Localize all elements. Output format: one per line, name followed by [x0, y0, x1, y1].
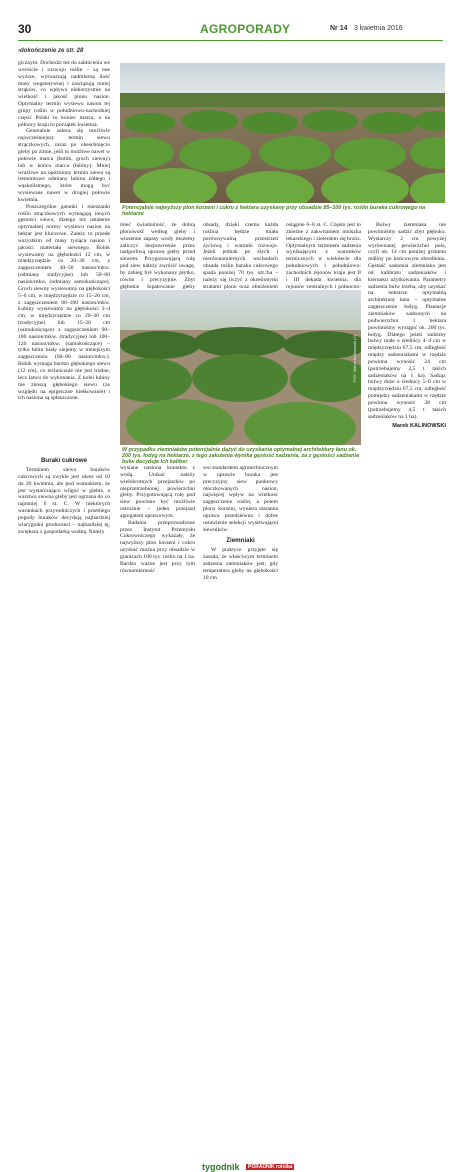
issue-date: 3 kwietnia 2016 — [354, 25, 403, 32]
publication-logo: tygodnik — [202, 1162, 240, 1172]
column-2 — [120, 222, 195, 297]
paragraph: Terminem siewu buraków cukrowych są zwykle jest okres od 10 do 20 kwietnia, ale pod warunkiem, że jest wystarczająco wilgoć w glebie, a warstwa siewna gleby jest ogrzana do co najmniej 6 st. C. W niektórych warunkach przyrodniczych i przebiegu pogody buraków decydują najbardziej wiarygodni producenci – najbardziej tę, zwiększa z gospodarką wodną. Należy — [18, 467, 110, 535]
column-1 — [18, 60, 110, 402]
header-rule — [18, 40, 443, 41]
page-footer — [0, 580, 462, 1172]
sugar-beet-photo — [120, 63, 445, 203]
paragraph: Badania przeprowadzone przez Instytut Przemysłu Cukrowniczego wykazały, że najwyższy plon korzeni i cukru uzyskać można przy obsadzie w granicach 100 tys. roślin na 1 ha. Bardzo ważne jest przy tym równomierność — [120, 519, 195, 574]
paragraph: Generalnie zaleca się możliwie najwcześniejszy termin siewu strączkowych, zaraz po obeschnięciu gleby po zimie, jeśli to możliwe nawet w połowie marca (bobik, groch siewny) lub w końcu marca (łubiny). Mniej wrażliwe na opóźniony termin siewu są tremontowe odmiany łubinu żółtego i wąskolistnego, które mogą być wysiewane nawet w drugiej połowie kwietnia. — [18, 128, 110, 203]
potato-photo — [120, 290, 361, 445]
column-2-lower — [120, 465, 195, 575]
potato-field-image — [120, 290, 361, 445]
sugar-beet-field-image — [120, 63, 445, 203]
column-1-lower — [18, 453, 110, 535]
column-3 — [203, 222, 278, 297]
paragraph: obsady, dzięki czemu każda roślina będzie miała porównywalną przestrzeń życiową i warunki rozwoju. Jeżeli jednak po złych i nierównomiernych wschodach obsada roślin buraka cukrowego spada poniżej 70 tys. szt./ha – należy się liczyć z określonymi stratami plonu oraz obniżeniem — [203, 222, 278, 290]
column-3-lower — [203, 465, 278, 582]
photo1-caption: Potencjalnie najwyższy plon korzeni i cukru z hektara uzyskany przy obsadzie 85–100 tys. roślin buraka cukrowego na hektarze — [122, 205, 426, 218]
paragraph: osiągnie 6–8 st. C. Często jest to zbieżne z zakwitaniem mniszka lekarskiego i zieleniem się brzóz. Optymalnym terminem sadzenia wynikającym z warunków termicznych w wielolecie dla południowych i południowo-zachodnich rejonów kraju jest II i III dekada kwietnia, dla rejonów centralnych i północno- — [286, 222, 361, 290]
paragraph: Poszczególne gatunki i mieszanki roślin strączkowych wymagają innych gęstości siewu, dlatego też ustalenie optymalnej normy wysiewu nasion na hektar jest kluczowe. Zależy to przede wszystkim od masy tysiąca nasion i jakości materiału siewnego. Bobik wysiewamy na głębokości 12 cm, w międzyrzędzie co 20–30 cm, z zagęszczeniem 40–50 nasion/mkw. (odmiany tradycyjne) lub 50–60 nasion/mkw. (odmiany samokończące). Groch siewny wysiewamy na głębokości 5–6 cm, w międzyrzędzie co 15–20 cm, z zagęszczeniem 80–100 nasion/mkw. Łubiny wysiewamy na głębokości 3–4 cm, w międzyrzędzie co 20–30 cm (tradycyjne) lub 15–20 cm (samokończące) z zagęszczeniem 90–100 nasion/mkw. (tradycyjne) lub 100–120 nasion/mkw. (samokończące) – tylko łubin biały siejemy w mniejszym zagęszczeniu (60–80 nasion/mkw.). Bobik wymaga bardzo głębokiego siewu (12 cm), co technicznie nie jest trudne, lecz latwo do wykonania. Z kolei łubiny nie znoszą głębokiego siewu (ze względu na epigeiczne kiełkowanie) i ich nasiona są spłaszczone. — [18, 203, 110, 402]
subheading-ziemniaki: Ziemniaki — [226, 537, 255, 545]
paragraph: giczny​m. Dochodzi też do zakłóceń​ia we wzroście i rozwoju roślin – są one wyższe, wytwarzają nadmierną ilość masy wegetatywnej i zawiązują mniej strąków, co wpływa niekorzystnie na wielkość i jakość plonu nasion. Optymalny termin wysiewu nasion tej grupy roślin w południowo-zachodniej części Polski to koniec marca, a na północy kraju to początek kwietnia. — [18, 60, 110, 128]
paragraph: wsi standardem agrotechnicznym w uprawie buraka jest precyzyjny siew punktowy otoczkowanych nasion, najwięcej wpływ na wielkość zagęszczenie roślin, a potem plony korzeni, wyniera staranna uprawa przedsiewna i dobre ustawienie selekcji wysiewającej siewników. — [203, 465, 278, 533]
continuation-note: ›dokończenie ze str. 28 — [18, 48, 84, 54]
paragraph: mieć świadomość, że dobrą plonowość według gleby i wiosenne zapasy wody możemy zaliczyć bezpowrotnie przez nadgorliwą uprawę gleby przed siewem. Przygotowującą rolę pod siew należy zwrócić uwagę, by zabieg był wykonany płytko, równo i precyzyjnie. Zbyt głębokie łopatowanie gleby — [120, 222, 195, 290]
page-header — [0, 0, 462, 44]
publication-badge: PORADNIK rolnika — [248, 1164, 293, 1170]
paragraph: Bulwy ziemniaka nie powinniśmy sadzić zbyt głęboko. Wystarczy 2 cm powyżej wyrównanej powierzchni pola, czyli ok. 14 cm poniżej grzbietu redliny po końcowym obredleniu. Gęstość sadzenia ziemniaka jest od kalibratu sadzeniaków i kierunku użytkowania. Parametry sadzenia bulw trzeba, aby uzyskać na hektarze optymalną architekturę łanu – optymalne zagęszczenie łodyg. Plantacje ziemniaków sadzonych na podwierzchni 1 hektara powinniśmy wystąpić ok. 200 tys. łodyg. Dlatego jeżeli sadzimy bulwy małe o średnicy 4–4 cm w międzyrzędziu 67,5 cm, odległość między sadzeniakami w rzędzie powinna wynosić 24 cm (potrzebujemy 2,5 t takich sadzeniaków na 1 ha). Sadząc bulwy duże o średnicy 5–6 cm w międzyrzędziu 67,5 cm, odległość pomiędzy sadzeniakami w rzędzie powinna wynosić 38 cm (potrzebujemy 4,5 t takich sadzeniaków na 1 ha). — [368, 222, 446, 420]
column-5 — [368, 222, 446, 429]
photo-credit: FOT. Marek Kalinowski (2) — [352, 335, 357, 382]
author-signature: Marek KALINOWSKI — [392, 423, 446, 430]
section-title: AGROPORADY — [200, 22, 291, 36]
paragraph: W praktyce przyjęte się zasada, że właściwym terminem sadzenia ziemniaków jest, gdy temperatura gleby na głębokości 10 cm — [203, 547, 278, 581]
photo2-caption: W przypadku ziemniaków potencjalnie dążyć do uzyskania optymalnej architektury łanu ok. 200 tys. łodyg na hektarze, z tego założenia wynika gęstość sadzenia, za z gęstości sadzenia bulw decyduje ich kaliber — [122, 447, 359, 466]
issue-number: Nr 14 — [330, 25, 348, 32]
subheading-buraki: Buraki cukrowe — [40, 457, 88, 464]
paragraph: wysiane nasiona kontaktu z wodą. Unikać należy wielokrotnych przejazdów po nieprzetrzebionej powierzchni gleby. Przygotowującą rolę pod siew powinno być możliwie ostrożnie – jeden przejazd agregatem uprawowym. — [120, 465, 195, 519]
page-number: 30 — [18, 22, 32, 36]
